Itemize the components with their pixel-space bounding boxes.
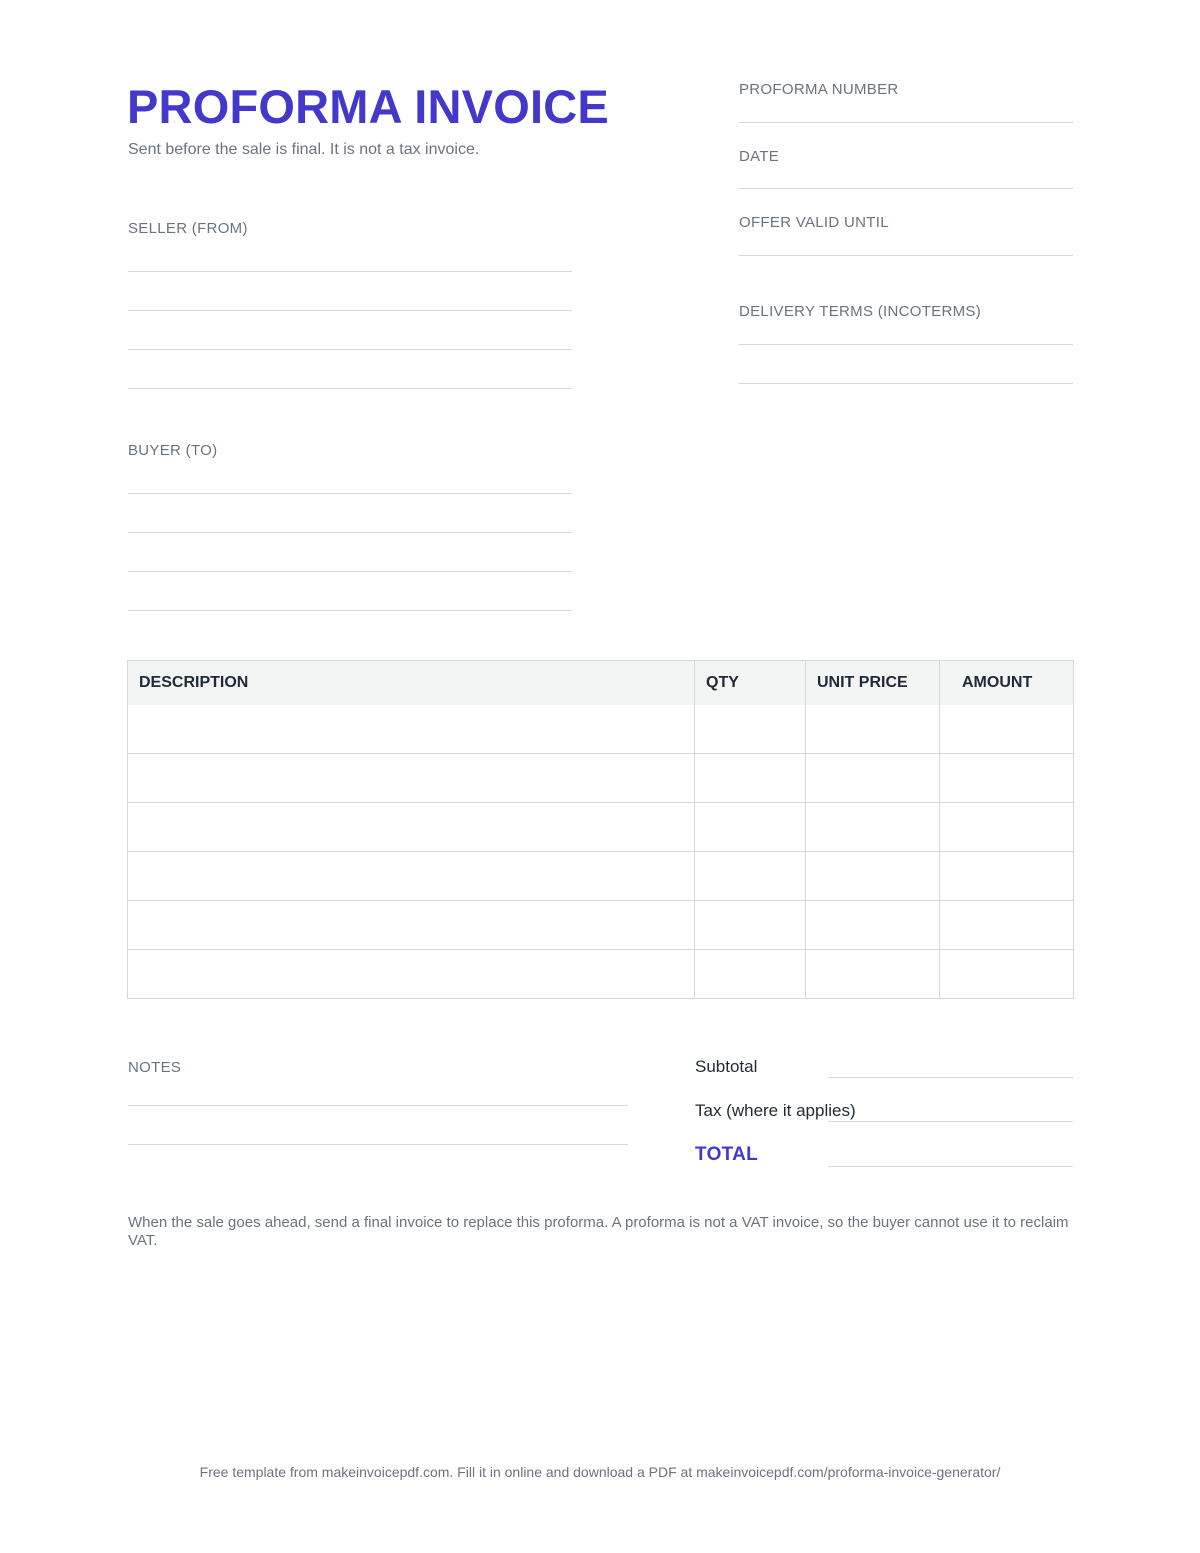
delivery-terms-field-line-2[interactable]	[739, 383, 1073, 384]
subtotal-label: Subtotal	[695, 1057, 758, 1076]
notes-line-1[interactable]	[128, 1105, 628, 1106]
column-header-unit-price: UNIT PRICE	[806, 661, 940, 706]
table-row	[128, 950, 1074, 999]
qty-cell[interactable]	[695, 852, 806, 901]
table-row	[128, 803, 1074, 852]
proforma-number-field[interactable]	[739, 122, 1073, 123]
description-cell[interactable]	[128, 950, 695, 999]
tax-label: Tax (where it applies)	[695, 1101, 856, 1120]
buyer-line-4[interactable]	[128, 610, 572, 611]
unit-price-cell[interactable]	[806, 705, 940, 754]
amount-cell[interactable]	[940, 901, 1074, 950]
unit-price-cell[interactable]	[806, 950, 940, 999]
delivery-terms-label: DELIVERY TERMS (INCOTERMS)	[739, 303, 982, 320]
footer-text: Free template from makeinvoicepdf.com. Fill it in online and download a PDF at makeinvoicepdf.com/proforma-invoice-generator/	[199, 1464, 1001, 1480]
page-title: PROFORMA INVOICE	[127, 80, 609, 133]
unit-price-cell[interactable]	[806, 803, 940, 852]
description-cell[interactable]	[128, 754, 695, 803]
description-cell[interactable]	[128, 803, 695, 852]
amount-cell[interactable]	[940, 950, 1074, 999]
buyer-line-1[interactable]	[128, 493, 572, 494]
qty-cell[interactable]	[695, 754, 806, 803]
amount-cell[interactable]	[940, 705, 1074, 754]
page-subtitle: Sent before the sale is final. It is not a tax invoice.	[128, 141, 480, 158]
column-header-amount: AMOUNT	[940, 661, 1074, 706]
table-header-row	[128, 661, 1074, 706]
proforma-number-label: PROFORMA NUMBER	[739, 81, 899, 98]
table-row	[128, 705, 1074, 754]
buyer-line-2[interactable]	[128, 532, 572, 533]
unit-price-cell[interactable]	[806, 754, 940, 803]
seller-label: SELLER (FROM)	[128, 220, 248, 237]
buyer-line-3[interactable]	[128, 571, 572, 572]
unit-price-cell[interactable]	[806, 901, 940, 950]
description-cell[interactable]	[128, 705, 695, 754]
description-cell[interactable]	[128, 901, 695, 950]
date-label: DATE	[739, 148, 780, 165]
amount-cell[interactable]	[940, 852, 1074, 901]
seller-line-3[interactable]	[128, 349, 572, 350]
notes-label: NOTES	[128, 1059, 182, 1076]
buyer-label: BUYER (TO)	[128, 442, 218, 459]
table-row	[128, 852, 1074, 901]
total-field[interactable]	[828, 1166, 1073, 1167]
column-header-description: DESCRIPTION	[128, 661, 695, 706]
amount-cell[interactable]	[940, 754, 1074, 803]
notes-line-2[interactable]	[128, 1144, 628, 1145]
delivery-terms-field-line-1[interactable]	[739, 344, 1073, 345]
table-row	[128, 754, 1074, 803]
table-row	[128, 901, 1074, 950]
tax-field[interactable]	[828, 1121, 1073, 1122]
qty-cell[interactable]	[695, 705, 806, 754]
line-items-table	[127, 660, 1074, 999]
qty-cell[interactable]	[695, 803, 806, 852]
offer-valid-until-label: OFFER VALID UNTIL	[739, 214, 889, 231]
seller-line-4[interactable]	[128, 388, 572, 389]
description-cell[interactable]	[128, 852, 695, 901]
subtotal-field[interactable]	[828, 1077, 1073, 1078]
unit-price-cell[interactable]	[806, 852, 940, 901]
total-label: TOTAL	[695, 1144, 759, 1165]
qty-cell[interactable]	[695, 950, 806, 999]
amount-cell[interactable]	[940, 803, 1074, 852]
proforma-disclaimer: When the sale goes ahead, send a final invoice to replace this proforma. A proforma is not a VAT invoice, so the buyer cannot use it to reclaim VAT.	[128, 1214, 1069, 1249]
date-field[interactable]	[739, 188, 1073, 189]
column-header-qty: QTY	[695, 661, 806, 706]
seller-line-1[interactable]	[128, 271, 572, 272]
qty-cell[interactable]	[695, 901, 806, 950]
seller-line-2[interactable]	[128, 310, 572, 311]
offer-valid-until-field[interactable]	[739, 255, 1073, 256]
